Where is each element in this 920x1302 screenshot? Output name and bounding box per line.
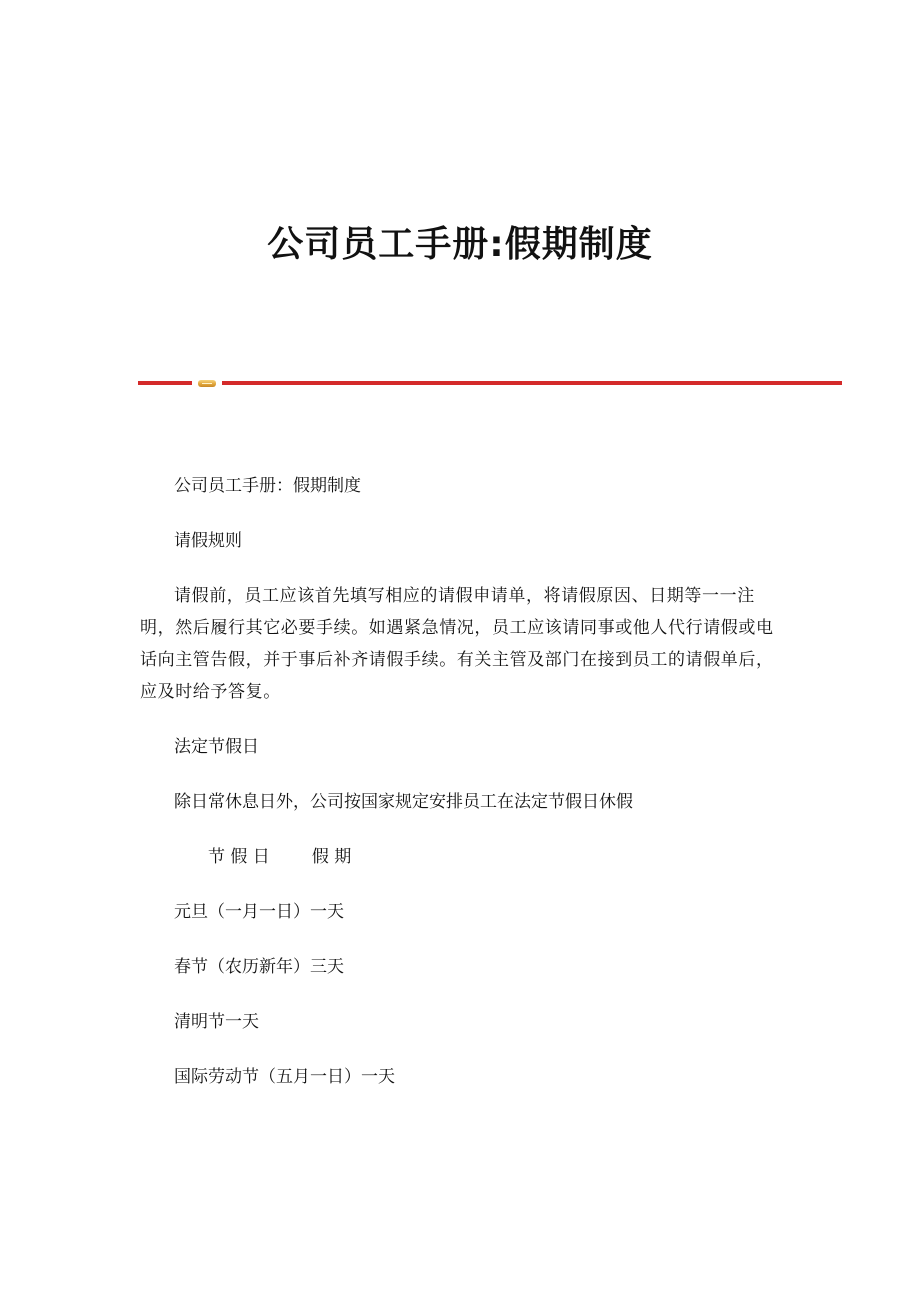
holiday-item: 元旦（一月一日）一天 [174, 902, 344, 922]
title-divider [138, 380, 842, 387]
holidays-intro: 除日常休息日外，公司按国家规定安排员工在法定节假日休假 [174, 792, 633, 812]
section-heading-holidays: 法定节假日 [174, 737, 259, 757]
holiday-header-col2: 假 期 [311, 847, 352, 867]
holiday-item: 清明节一天 [174, 1012, 259, 1032]
divider-ornament-icon [198, 380, 216, 387]
divider-bar-left [138, 381, 192, 385]
document-body [140, 470, 780, 1116]
leave-rules-paragraph: 请假前，员工应该首先填写相应的请假申请单，将请假原因、日期等一一注明，然后履行其它必要手续。如遇紧急情况，员工应该请同事或他人代行请假或电话向主管告假，并于事后补齐请假手续。有关主管及部门在接到员工的请假单后，应及时给予答复。 [140, 586, 774, 702]
document-subtitle: 公司员工手册：假期制度 [174, 476, 361, 496]
page-title: 公司员工手册:假期制度 [267, 224, 653, 265]
section-heading-leave-rules: 请假规则 [174, 531, 242, 551]
holiday-item: 春节（农历新年）三天 [174, 957, 344, 977]
divider-bar-right [222, 381, 842, 385]
holiday-item: 国际劳动节（五月一日）一天 [174, 1067, 395, 1087]
holiday-header-col1: 节 假 日 [208, 847, 270, 867]
holiday-table-header [140, 841, 780, 873]
